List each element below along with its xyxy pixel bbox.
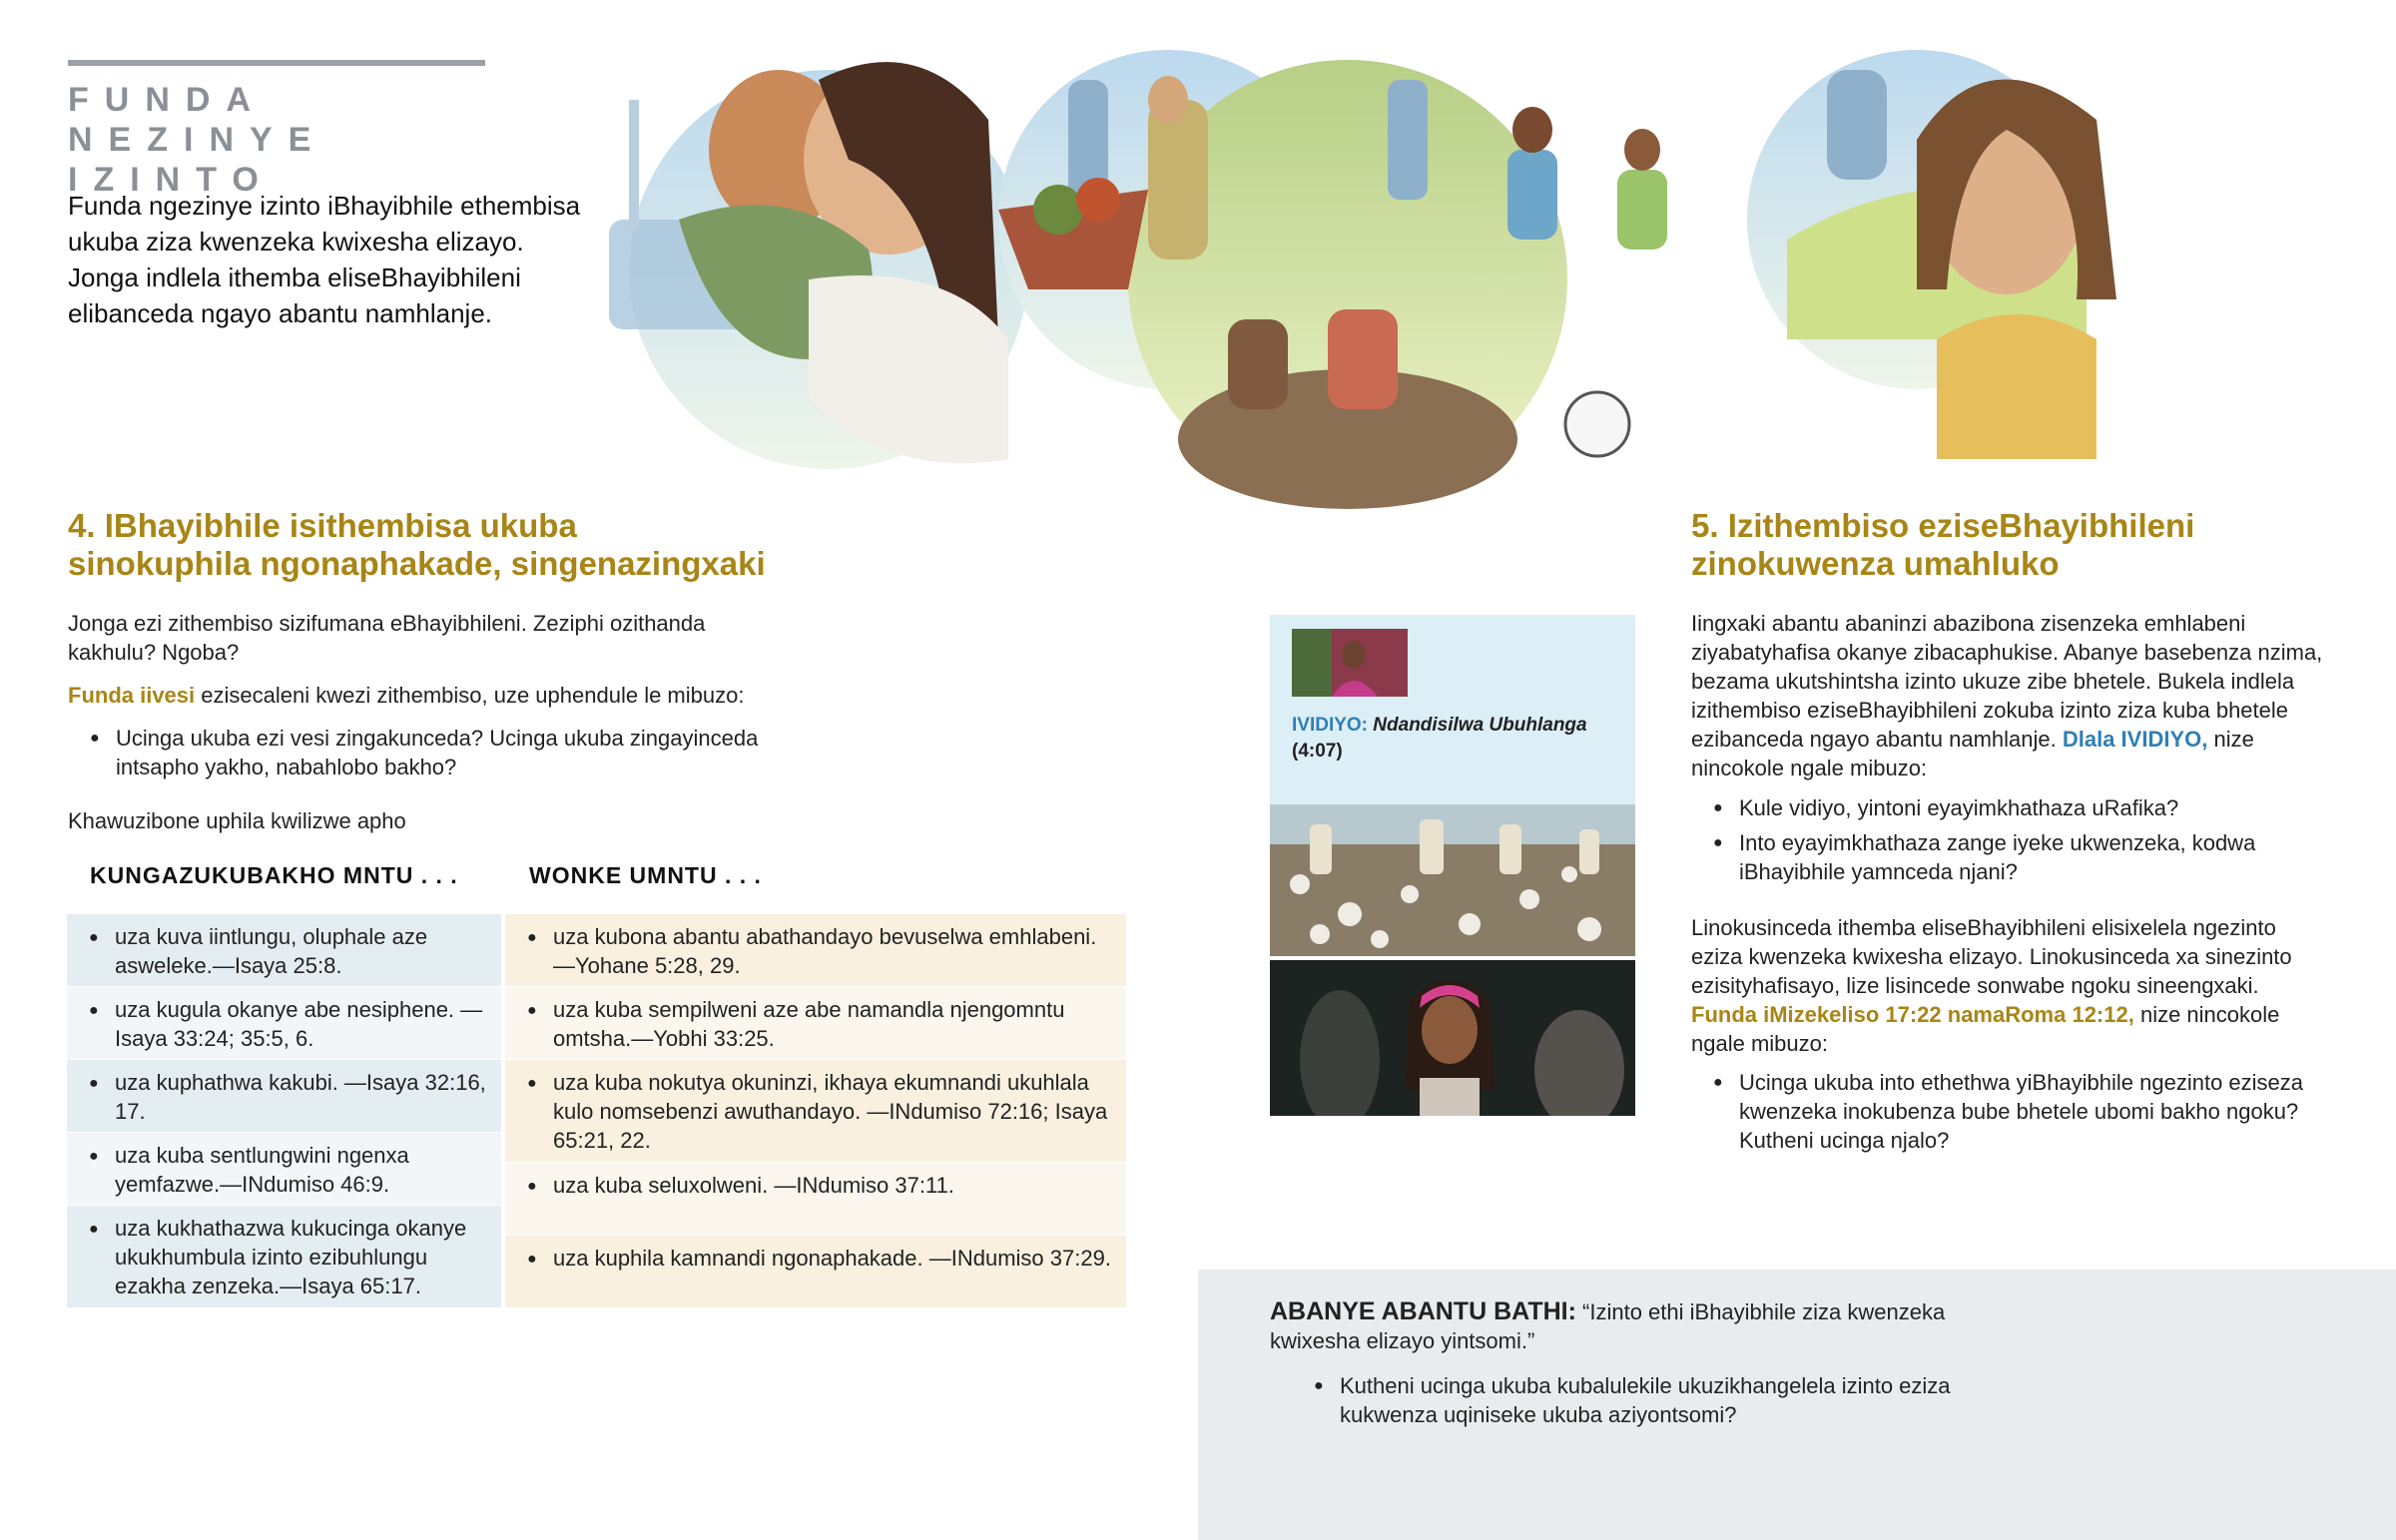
kicker-title bbox=[68, 80, 527, 200]
hero-illustration bbox=[589, 40, 2286, 539]
section5-para1-end: nize nincokole ngale mibuzo: bbox=[1691, 727, 2254, 780]
read-verses-link[interactable]: Funda iivesi bbox=[68, 683, 196, 708]
section5-para2-end: nize nincokole ngale mibuzo: bbox=[1691, 1002, 2280, 1056]
play-video-link[interactable]: Dlala IVIDIYO, bbox=[2062, 727, 2208, 752]
section4-heading-line-2: sinokuphila ngonaphakade, singenazingxaki bbox=[68, 545, 766, 582]
section4-para2-rest: ezisecaleni kwezi zithembiso, uze uphendule le mibuzo: bbox=[195, 683, 745, 708]
section5-bullet: ● Into eyayimkhathaza zange iyeke ukwenzeka, kodwa iBhayibhile yamnceda njani? bbox=[1691, 828, 2330, 886]
objection-bullets bbox=[1292, 1371, 1991, 1429]
video-label bbox=[1292, 713, 1621, 765]
table-right-cell: ● uza kuba sempilweni aze abe namandla njengomntu omtsha.—Yobhi 33:25. bbox=[505, 987, 1126, 1059]
table-left-cell: ● uza kuphathwa kakubi. —Isaya 32:16, 17. bbox=[67, 1060, 501, 1132]
section5-bullet: ● Ucinga ukuba into ethethwa yiBhayibhile ngezinto eziseza kwenzeka inokubenza bube bhetele ubomi bakho ngoku? Kutheni ucinga njalo? bbox=[1691, 1068, 2330, 1155]
table-left-cell: ● uza kuva iintlungu, oluphale aze asweleke.—Isaya 25:8. bbox=[67, 914, 501, 986]
objection-box bbox=[1198, 1270, 2396, 1540]
table-left-cell: ● uza kuba sentlungwini ngenxa yemfazwe.—INdumiso 46:9. bbox=[67, 1133, 501, 1205]
section5-heading-line-1: 5. Izithembiso eziseBhayibhileni bbox=[1691, 507, 2195, 544]
table-right-cell: ● uza kuba seluxolweni. —INdumiso 37:11. bbox=[505, 1163, 1126, 1235]
table-left-header: KUNGAZUKUBAKHO MNTU . . . bbox=[90, 862, 458, 888]
section4-heading-line-1: 4. IBhayibhile isithembisa ukuba bbox=[68, 507, 577, 544]
table-right-cell: ● uza kubona abantu abathandayo bevuselwa emhlabeni.—Yohane 5:28, 29. bbox=[505, 914, 1126, 986]
table-left-cell: ● uza kukhathazwa kukucinga okanye ukukhumbula izinto ezibuhlungu ezakha zenzeka.—Isaya 65:17. bbox=[67, 1206, 501, 1307]
intro-text: Funda ngezinye izinto iBhayibhile ethembisa ukuba ziza kwenzeka kwixesha elizayo. Jonga indlela ithemba eliseBhayibhileni elibanceda ngayo abantu namhlanje. bbox=[68, 191, 581, 328]
section5-bullets-1 bbox=[1691, 793, 2330, 886]
video-frame-smiling-woman bbox=[1270, 960, 1635, 1116]
section4-heading bbox=[68, 507, 827, 583]
objection-statement bbox=[1270, 1297, 1989, 1355]
header-rule bbox=[68, 60, 485, 66]
section4-para2 bbox=[68, 681, 827, 710]
kicker-line-1: FUNDA NEZINYE bbox=[68, 81, 327, 159]
section5-heading-line-2: zinokuwenza umahluko bbox=[1691, 545, 2060, 582]
section5-bullet: ● Kule vidiyo, yintoni eyayimkhathaza uRafika? bbox=[1691, 793, 2330, 822]
section4-bullet-1: ● Ucinga ukuba ezi vesi zingakunceda? Ucinga ukuba zingayinceda intsapho yakho, nabahlobo bakho? bbox=[68, 724, 807, 781]
video-duration: (4:07) bbox=[1292, 741, 1343, 762]
read-scripture-link[interactable]: Funda iMizekeliso 17:22 namaRoma 12:12, bbox=[1691, 1002, 2134, 1027]
table-left-cell: ● uza kugula okanye abe nesiphene. —Isaya 33:24; 35:5, 6. bbox=[67, 987, 501, 1059]
section5-heading bbox=[1691, 507, 2330, 583]
section5-para2-text: Linokusinceda ithemba eliseBhayibhileni elisixelela ngezinto eziza kwenzeka kwixesha elizayo. Linokusinceda xa sinezinto ezisityhafisayo, lize lisincede sonwabe ngoku sineengxaki. bbox=[1691, 915, 2292, 998]
section5-para2 bbox=[1691, 913, 2330, 1058]
table-right-cell: ● uza kuphila kamnandi ngonaphakade. —INdumiso 37:29. bbox=[505, 1236, 1126, 1307]
objection-bullet: ● Kutheni ucinga ukuba kubalulekile ukuzikhangelela izinto eziza kukwenza uqiniseke ukuba aziyontsomi? bbox=[1292, 1371, 1991, 1429]
video-label-prefix: IVIDIYO: bbox=[1292, 715, 1369, 736]
video-title[interactable]: Ndandisilwa Ubuhlanga bbox=[1373, 715, 1587, 736]
kicker-line-2: IZINTO bbox=[68, 161, 275, 199]
section5-para1 bbox=[1691, 609, 2330, 782]
video-thumbnail bbox=[1292, 629, 1408, 697]
section4-para1: Jonga ezi zithembiso sizifumana eBhayibhileni. Zeziphi ozithanda kakhulu? Ngoba? bbox=[68, 611, 706, 665]
video-frame-cotton-field bbox=[1270, 804, 1635, 956]
video-card[interactable] bbox=[1270, 615, 1635, 1116]
table-right-cell: ● uza kuba nokutya okuninzi, ikhaya ekumnandi ukuhlala kulo nomsebenzi awuthandayo. —INdumiso 72:16; Isaya 65:21, 22. bbox=[505, 1060, 1126, 1162]
objection-lead: ABANYE ABANTU BATHI: bbox=[1270, 1297, 1576, 1325]
section4-para3: Khawuzibone uphila kwilizwe apho bbox=[68, 808, 406, 833]
table-right-header: WONKE UMNTU . . . bbox=[529, 862, 762, 888]
objection-quote: “Izinto ethi iBhayibhile ziza kwenzeka kwixesha elizayo yintsomi.” bbox=[1270, 1299, 1946, 1353]
section5-para1-text: Iingxaki abantu abaninzi abazibona zisenzeka emhlabeni ziyabatyhafisa okanye zibacaphukise. Abanye basebenza nzima, bezama ukutshintsha izinto ukuze zibe bhetele. Bukela indlela izithembiso eziseBhayibhileni zokuba izinto ziza kuba bhetele ezibanceda ngayo abantu namhlanje. bbox=[1691, 611, 2323, 752]
section5-bullets-2 bbox=[1691, 1068, 2330, 1155]
video-card-header bbox=[1270, 615, 1635, 804]
section4-bullets bbox=[68, 724, 807, 781]
